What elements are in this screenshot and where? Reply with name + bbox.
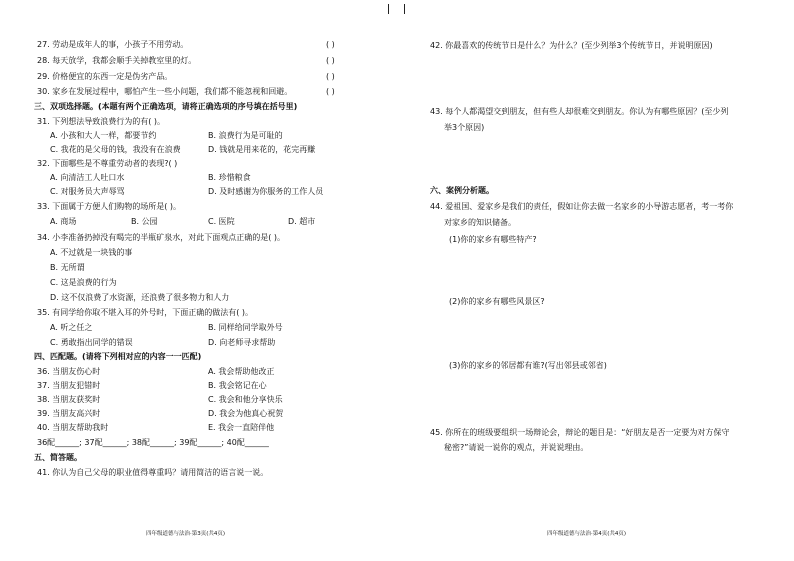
option-34-a: A. 不过就是一块钱的事 bbox=[50, 248, 133, 257]
match-answer-line[interactable]: 36配______; 37配______; 38配______; 39配______; 40配______ bbox=[37, 438, 269, 447]
match-right-d: D. 我会为他真心祝贺 bbox=[208, 409, 284, 418]
option-33-c: C. 医院 bbox=[208, 217, 235, 226]
option-33-b: B. 公园 bbox=[131, 217, 158, 226]
option-32-d: D. 及时感谢为你服务的工作人员 bbox=[208, 187, 324, 196]
section-3-heading: 三、双项选择题。(本题有两个正确选项，请将正确选项的序号填在括号里) bbox=[34, 102, 298, 111]
option-34-d: D. 这不仅浪费了水资源，还浪费了很多物力和人力 bbox=[50, 293, 230, 302]
option-31-c: C. 我花的是父母的钱，我没有在浪费 bbox=[50, 145, 181, 154]
option-34-c: C. 这是浪费的行为 bbox=[50, 278, 117, 287]
question-28: 28. 每天放学，我都会顺手关掉教室里的灯。 bbox=[37, 56, 197, 65]
option-35-d: D. 向老师寻求帮助 bbox=[208, 338, 276, 347]
question-42: 42. 你最喜欢的传统节日是什么？为什么？(至少列举3个传统节日，并说明原因) bbox=[430, 41, 713, 50]
match-left-36: 36. 当朋友伤心时 bbox=[37, 367, 101, 376]
question-44-part2: (2)你的家乡有哪些风景区? bbox=[449, 297, 545, 306]
answer-blank-27[interactable]: ( ) bbox=[326, 40, 335, 49]
question-33: 33. 下面属于方便人们购物的场所是( )。 bbox=[37, 202, 182, 211]
option-35-b: B. 同样给同学取外号 bbox=[208, 323, 283, 332]
question-44-line2: 对家乡的知识储备。 bbox=[444, 218, 516, 227]
question-30: 30. 家乡在发展过程中，哪怕产生一些小问题，我们都不能忽视和回避。 bbox=[37, 87, 293, 96]
match-left-40: 40. 当朋友帮助我时 bbox=[37, 423, 109, 432]
match-left-37: 37. 当朋友犯错时 bbox=[37, 381, 101, 390]
question-29: 29. 价格便宜的东西一定是伪劣产品。 bbox=[37, 72, 173, 81]
option-33-d: D. 超市 bbox=[288, 217, 316, 226]
question-43-line1: 43. 每个人都渴望交到朋友，但有些人却很难交到朋友。你认为有哪些原因？(至少列 bbox=[430, 107, 729, 116]
option-31-d: D. 钱就是用来花的，花完再赚 bbox=[208, 145, 316, 154]
match-right-e: E. 我会一直陪伴他 bbox=[208, 423, 275, 432]
question-27: 27. 劳动是成年人的事，小孩子不用劳动。 bbox=[37, 40, 189, 49]
option-32-a: A. 向清洁工人吐口水 bbox=[50, 173, 125, 182]
question-44-part1: (1)你的家乡有哪些特产? bbox=[449, 235, 537, 244]
section-6-heading: 六、案例分析题。 bbox=[430, 186, 494, 195]
question-34: 34. 小李准备扔掉没有喝完的半瓶矿泉水，对此下面观点正确的是( )。 bbox=[37, 233, 286, 242]
answer-blank-29[interactable]: ( ) bbox=[326, 72, 335, 81]
question-45-line1: 45. 你所在的班级要组织一场辩论会，辩论的题目是：“好朋友是否一定要为对方保守 bbox=[430, 428, 730, 437]
option-31-a: A. 小孩和大人一样，都要节约 bbox=[50, 131, 157, 140]
option-35-a: A. 听之任之 bbox=[50, 323, 93, 332]
option-32-c: C. 对服务员大声辱骂 bbox=[50, 187, 125, 196]
option-35-c: C. 勇敢指出同学的错误 bbox=[50, 338, 133, 347]
match-left-38: 38. 当朋友获奖时 bbox=[37, 395, 101, 404]
right-page bbox=[397, 0, 794, 561]
page-footer-left: 四年级道德与法治·第3页(共4页) bbox=[146, 531, 226, 537]
match-right-a: A. 我会帮助他改正 bbox=[208, 367, 275, 376]
option-32-b: B. 珍惜粮食 bbox=[208, 173, 251, 182]
question-41: 41. 你认为自己父母的职业值得尊重吗？请用简洁的语言说一说。 bbox=[37, 468, 269, 477]
section-4-heading: 四、匹配题。(请将下列相对应的内容一一匹配) bbox=[34, 352, 202, 361]
question-35: 35. 有同学给你取不堪入耳的外号时，下面正确的做法有( )。 bbox=[37, 308, 254, 317]
question-44-line1: 44. 爱祖国、爱家乡是我们的责任，假如让你去做一名家乡的小导游志愿者，考一考你 bbox=[430, 202, 734, 211]
match-left-39: 39. 当朋友高兴时 bbox=[37, 409, 101, 418]
answer-blank-28[interactable]: ( ) bbox=[326, 56, 335, 65]
option-33-a: A. 商场 bbox=[50, 217, 77, 226]
match-right-b: B. 我会铭记在心 bbox=[208, 381, 267, 390]
answer-blank-30[interactable]: ( ) bbox=[326, 87, 335, 96]
question-32: 32. 下面哪些是不尊重劳动者的表现?( ) bbox=[37, 159, 178, 168]
question-45-line2: 秘密?”请说一说你的观点，并说说理由。 bbox=[444, 443, 589, 452]
match-right-c: C. 我会和他分享快乐 bbox=[208, 395, 283, 404]
question-31: 31. 下列想法导致浪费行为的有( )。 bbox=[37, 117, 166, 126]
option-34-b: B. 无所谓 bbox=[50, 263, 85, 272]
section-5-heading: 五、简答题。 bbox=[34, 453, 82, 462]
page-footer-right: 四年级道德与法治·第4页(共4页) bbox=[547, 531, 627, 537]
option-31-b: B. 浪费行为是可耻的 bbox=[208, 131, 283, 140]
question-44-part3: (3)你的家乡的邻居都有谁?(写出邻县或邻省) bbox=[449, 361, 607, 370]
question-43-line2: 举3个原因) bbox=[444, 123, 485, 132]
